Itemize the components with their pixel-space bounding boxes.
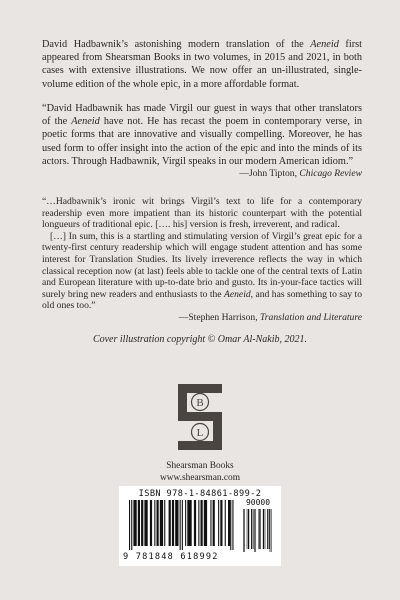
publisher-url: www.shearsman.com bbox=[159, 473, 241, 483]
logo-letter-l: L bbox=[196, 427, 204, 439]
logo-letter-b: B bbox=[196, 397, 204, 409]
quote-text-para1: “…Hadbawnik’s ironic wit brings Virgil’s text to life for a contemporary readership even more impatient than its historic counterpart with the potential longueurs of traditional epic. […. his] version is fresh, irreverent, and radical. bbox=[42, 196, 362, 231]
barcode bbox=[119, 486, 281, 566]
review-quote-harrison bbox=[42, 196, 362, 324]
shearsman-logo-icon bbox=[172, 382, 228, 452]
cover-illustration-credit: Cover illustration copyright © Omar Al-Nakib, 2021. bbox=[92, 334, 308, 345]
ean-barcode-bars bbox=[129, 500, 241, 552]
addon-barcode-bars bbox=[243, 509, 277, 552]
ean-number: 9 781848 618992 bbox=[123, 552, 219, 562]
publisher-name: Shearsman Books bbox=[166, 461, 234, 471]
addon-number: 90000 bbox=[245, 498, 271, 507]
quote-text-para2: […] In sum, this is a startling and stimulating version of Virgil’s great epic for a twenty-first century readership which will engage student attention and has some interest for Translation Studies. Its lively irreverence reflects the way in which classical reception now (at last) feels able to tackle one of the central texts of Latin and European literature with up-to-date brio and gusto. Its in-your-face tactics will surely bring new readers and enthusiasts to the Aeneid, and has something to say to old ones too.” bbox=[42, 230, 362, 312]
intro-paragraph: David Hadbawnik’s astonishing modern translation of the Aeneid first appeared from Shearsman Books in two volumes, in 2015 and 2021, in both cases with extensive illustrations. We now offer an un-illustrated, single-volume edition of the whole epic, in a more affordable format. bbox=[42, 39, 362, 90]
publisher-info bbox=[0, 460, 400, 484]
isbn-text: ISBN 978-1-84861-899-2 bbox=[138, 489, 262, 499]
quote-attribution: —Stephen Harrison, Translation and Literature bbox=[178, 311, 362, 323]
review-quote-tipton bbox=[42, 102, 362, 180]
quote-text: “David Hadbawnik has made Virgil our guest in ways that other translators of the Aeneid have not. He has recast the poem in contemporary verse, in poetic forms that are innovative and visually compelling. Moreover, he has used form to offer insight into the action of the epic and into the minds of its actors. Through Hadbawnik, Virgil speaks in our modern American idiom.” bbox=[42, 103, 362, 167]
quote-attribution: —John Tipton, Chicago Review bbox=[239, 168, 362, 180]
